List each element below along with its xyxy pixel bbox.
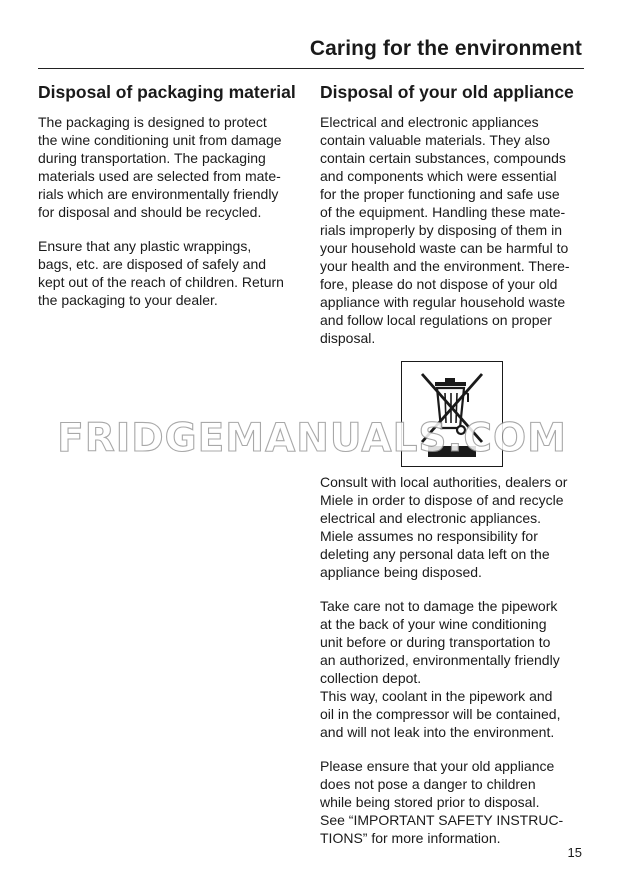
text-line: Consult with local authorities, dealers or [320, 474, 568, 490]
text-line: Miele assumes no responsibility for [320, 528, 538, 544]
text-line: the packaging to your dealer. [38, 292, 218, 308]
text-line: Take care not to damage the pipework [320, 598, 558, 614]
text-line: This way, coolant in the pipework and [320, 688, 553, 704]
text-line: kept out of the reach of children. Return [38, 274, 284, 290]
old-appliance-paragraph-5 [320, 757, 592, 847]
text-line: TIONS” for more information. [320, 830, 501, 846]
page-title: Caring for the environment [309, 37, 582, 60]
page-header [38, 34, 584, 69]
text-line: Miele in order to dispose of and recycle [320, 492, 564, 508]
text-line: contain valuable materials. They also [320, 132, 551, 148]
text-line: disposal. [320, 330, 376, 346]
text-line: does not pose a danger to children [320, 776, 536, 792]
page-number: 15 [567, 845, 582, 860]
text-line: oil in the compressor will be contained, [320, 706, 561, 722]
text-line: and will not leak into the environment. [320, 724, 555, 740]
crossed-out-wheelie-bin-icon [402, 362, 502, 466]
text-line: deleting any personal data left on the [320, 546, 550, 562]
packaging-paragraph-2 [38, 237, 306, 309]
right-column [320, 80, 592, 863]
text-line: bags, etc. are disposed of safely and [38, 256, 267, 272]
text-line: materials used are selected from mate- [38, 168, 281, 184]
text-line: at the back of your wine conditioning [320, 616, 547, 632]
left-column [38, 80, 306, 325]
text-line: electrical and electronic appliances. [320, 510, 542, 526]
text-line: for disposal and should be recycled. [38, 204, 262, 220]
text-line: while being stored prior to disposal. [320, 794, 540, 810]
old-appliance-heading: Disposal of your old appliance [320, 82, 574, 102]
text-line: of the equipment. Handling these mate- [320, 204, 566, 220]
old-appliance-paragraph-3 [320, 597, 592, 687]
text-line: appliance with regular household waste [320, 294, 566, 310]
packaging-heading: Disposal of packaging material [38, 82, 296, 102]
text-line: for the proper functioning and safe use [320, 186, 560, 202]
text-line: the wine conditioning unit from damage [38, 132, 282, 148]
text-line: rials improperly by disposing of them in [320, 222, 562, 238]
text-line: appliance being disposed. [320, 564, 482, 580]
text-line: Ensure that any plastic wrappings, [38, 238, 252, 254]
text-line: and follow local regulations on proper [320, 312, 552, 328]
text-line: and components which were essential [320, 168, 557, 184]
text-line: See “IMPORTANT SAFETY INSTRUC- [320, 812, 564, 828]
text-line: contain certain substances, compounds [320, 150, 566, 166]
text-line: your household waste can be harmful to [320, 240, 569, 256]
old-appliance-paragraph-4 [320, 687, 592, 741]
packaging-paragraph-1 [38, 113, 306, 221]
text-line: unit before or during transportation to [320, 634, 551, 650]
text-line: an authorized, environmentally friendly [320, 652, 560, 668]
text-line: your health and the environment. There- [320, 258, 570, 274]
text-line: collection depot. [320, 670, 422, 686]
text-line: The packaging is designed to protect [38, 114, 267, 130]
weee-symbol [401, 361, 503, 467]
old-appliance-paragraph-2 [320, 473, 592, 581]
text-line: fore, please do not dispose of your old [320, 276, 558, 292]
text-line: during transportation. The packaging [38, 150, 266, 166]
watermark: FRIDGEMANUALS.COM [57, 416, 567, 461]
text-line: Electrical and electronic appliances [320, 114, 539, 130]
old-appliance-paragraph-1 [320, 113, 592, 347]
text-line: Please ensure that your old appliance [320, 758, 555, 774]
text-line: rials which are environmentally friendly [38, 186, 279, 202]
